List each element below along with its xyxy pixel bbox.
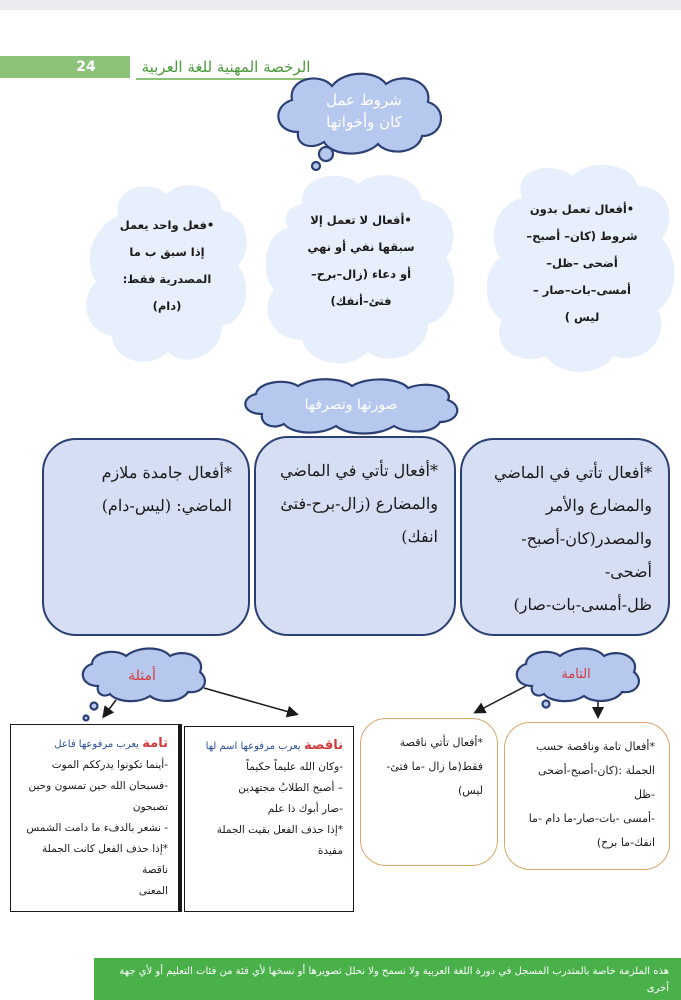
title-cloud	[268, 70, 450, 170]
example-naqisa-subtitle: يعرب مرفوعها اسم لها	[205, 741, 301, 752]
condition-text-3: •فعل واحد يعمل إذا سبق ب ما المصدرية فقط: (دام)	[119, 218, 215, 313]
header-title: الرخصة المهنية للغة العربية	[141, 58, 311, 76]
example-box-tamma	[10, 724, 182, 912]
condition-cloud-1	[482, 158, 680, 378]
page-number: 24	[76, 59, 96, 75]
footer-notice: هذه الملزمة خاصة بالمتدرب المسجل في دورة اللغة العربية ولا نسمح ولا نحلل تصويرها أو نسخها لأي فئة من فئات التعليم أو لأي جهة أخرى	[94, 958, 681, 1000]
example-tamma-heading	[21, 733, 168, 755]
examples-cloud-text: أمثلة	[128, 668, 156, 684]
tamma-cloud	[510, 646, 642, 712]
example-naqisa-lines: -وكان الله عليماً حكيماً – أصبح الطلابُ مجتهدين -صار أبوك ذا علم *إذا حذف الفعل بقيت الجملة مفيدة	[216, 761, 343, 857]
forms-box-1: *أفعال تأتي في الماضي والمضارع والأمر والمصدر(كان-أصبح-أضحى- ظل-أمسى-بات-صار)	[460, 438, 670, 636]
forms-box-3: *أفعال جامدة ملازم الماضي: (ليس-دام)	[42, 438, 250, 636]
example-tamma-lines: -أينما تكونوا يدرككم الموت -فسبحان الله حين تمسون وحين تصبحون - نشعر بالدفء ما دامت الشمس *إذا حذف الفعل كانت الجملة ناقصة المعنى	[26, 759, 168, 897]
example-tamma-subtitle: يعرب مرفوعها فاعل	[54, 739, 139, 750]
example-box-naqisa	[184, 726, 354, 912]
example-tamma-title: تامة	[142, 736, 168, 751]
condition-text-1: •أفعال تعمل بدون شروط (كان– أصبح– أضحى –ظل– أمسى–بات–صار – ليس )	[526, 201, 638, 324]
tamma-cloud-text: التامة	[561, 666, 591, 682]
arrow-examples-right	[204, 688, 296, 714]
condition-cloud-3	[82, 176, 252, 372]
title-cloud-text: شروط عمل كان وأخواتها	[326, 91, 402, 131]
example-naqisa-heading	[195, 735, 343, 757]
examples-cloud	[76, 646, 208, 722]
condition-cloud-2	[258, 168, 464, 374]
tamma-box-2: *أفعال تأتي ناقصة فقط(ما زال -ما فتئ- ليس)	[360, 718, 498, 866]
forms-cloud-text: صورتها وتصرفها	[304, 397, 398, 413]
condition-text-2: •أفعال لا تعمل إلا سبقها نفي أو نهي أو دعاء (زال–برح– فتئ–أنفك)	[307, 213, 415, 308]
forms-cloud	[238, 378, 464, 436]
forms-box-2: *أفعال تأتي في الماضي والمضارع (زال-برح-فتئ انفك)	[254, 436, 456, 636]
tamma-box-1: *أفعال تامة وناقصة حسب الجملة :(كان-أصبح-أضحى -ظل -أمسى -بات-صار-ما دام -ما انفك-ما برح)	[504, 722, 670, 870]
example-naqisa-title: ناقصة	[304, 738, 343, 753]
top-bar	[0, 0, 681, 10]
